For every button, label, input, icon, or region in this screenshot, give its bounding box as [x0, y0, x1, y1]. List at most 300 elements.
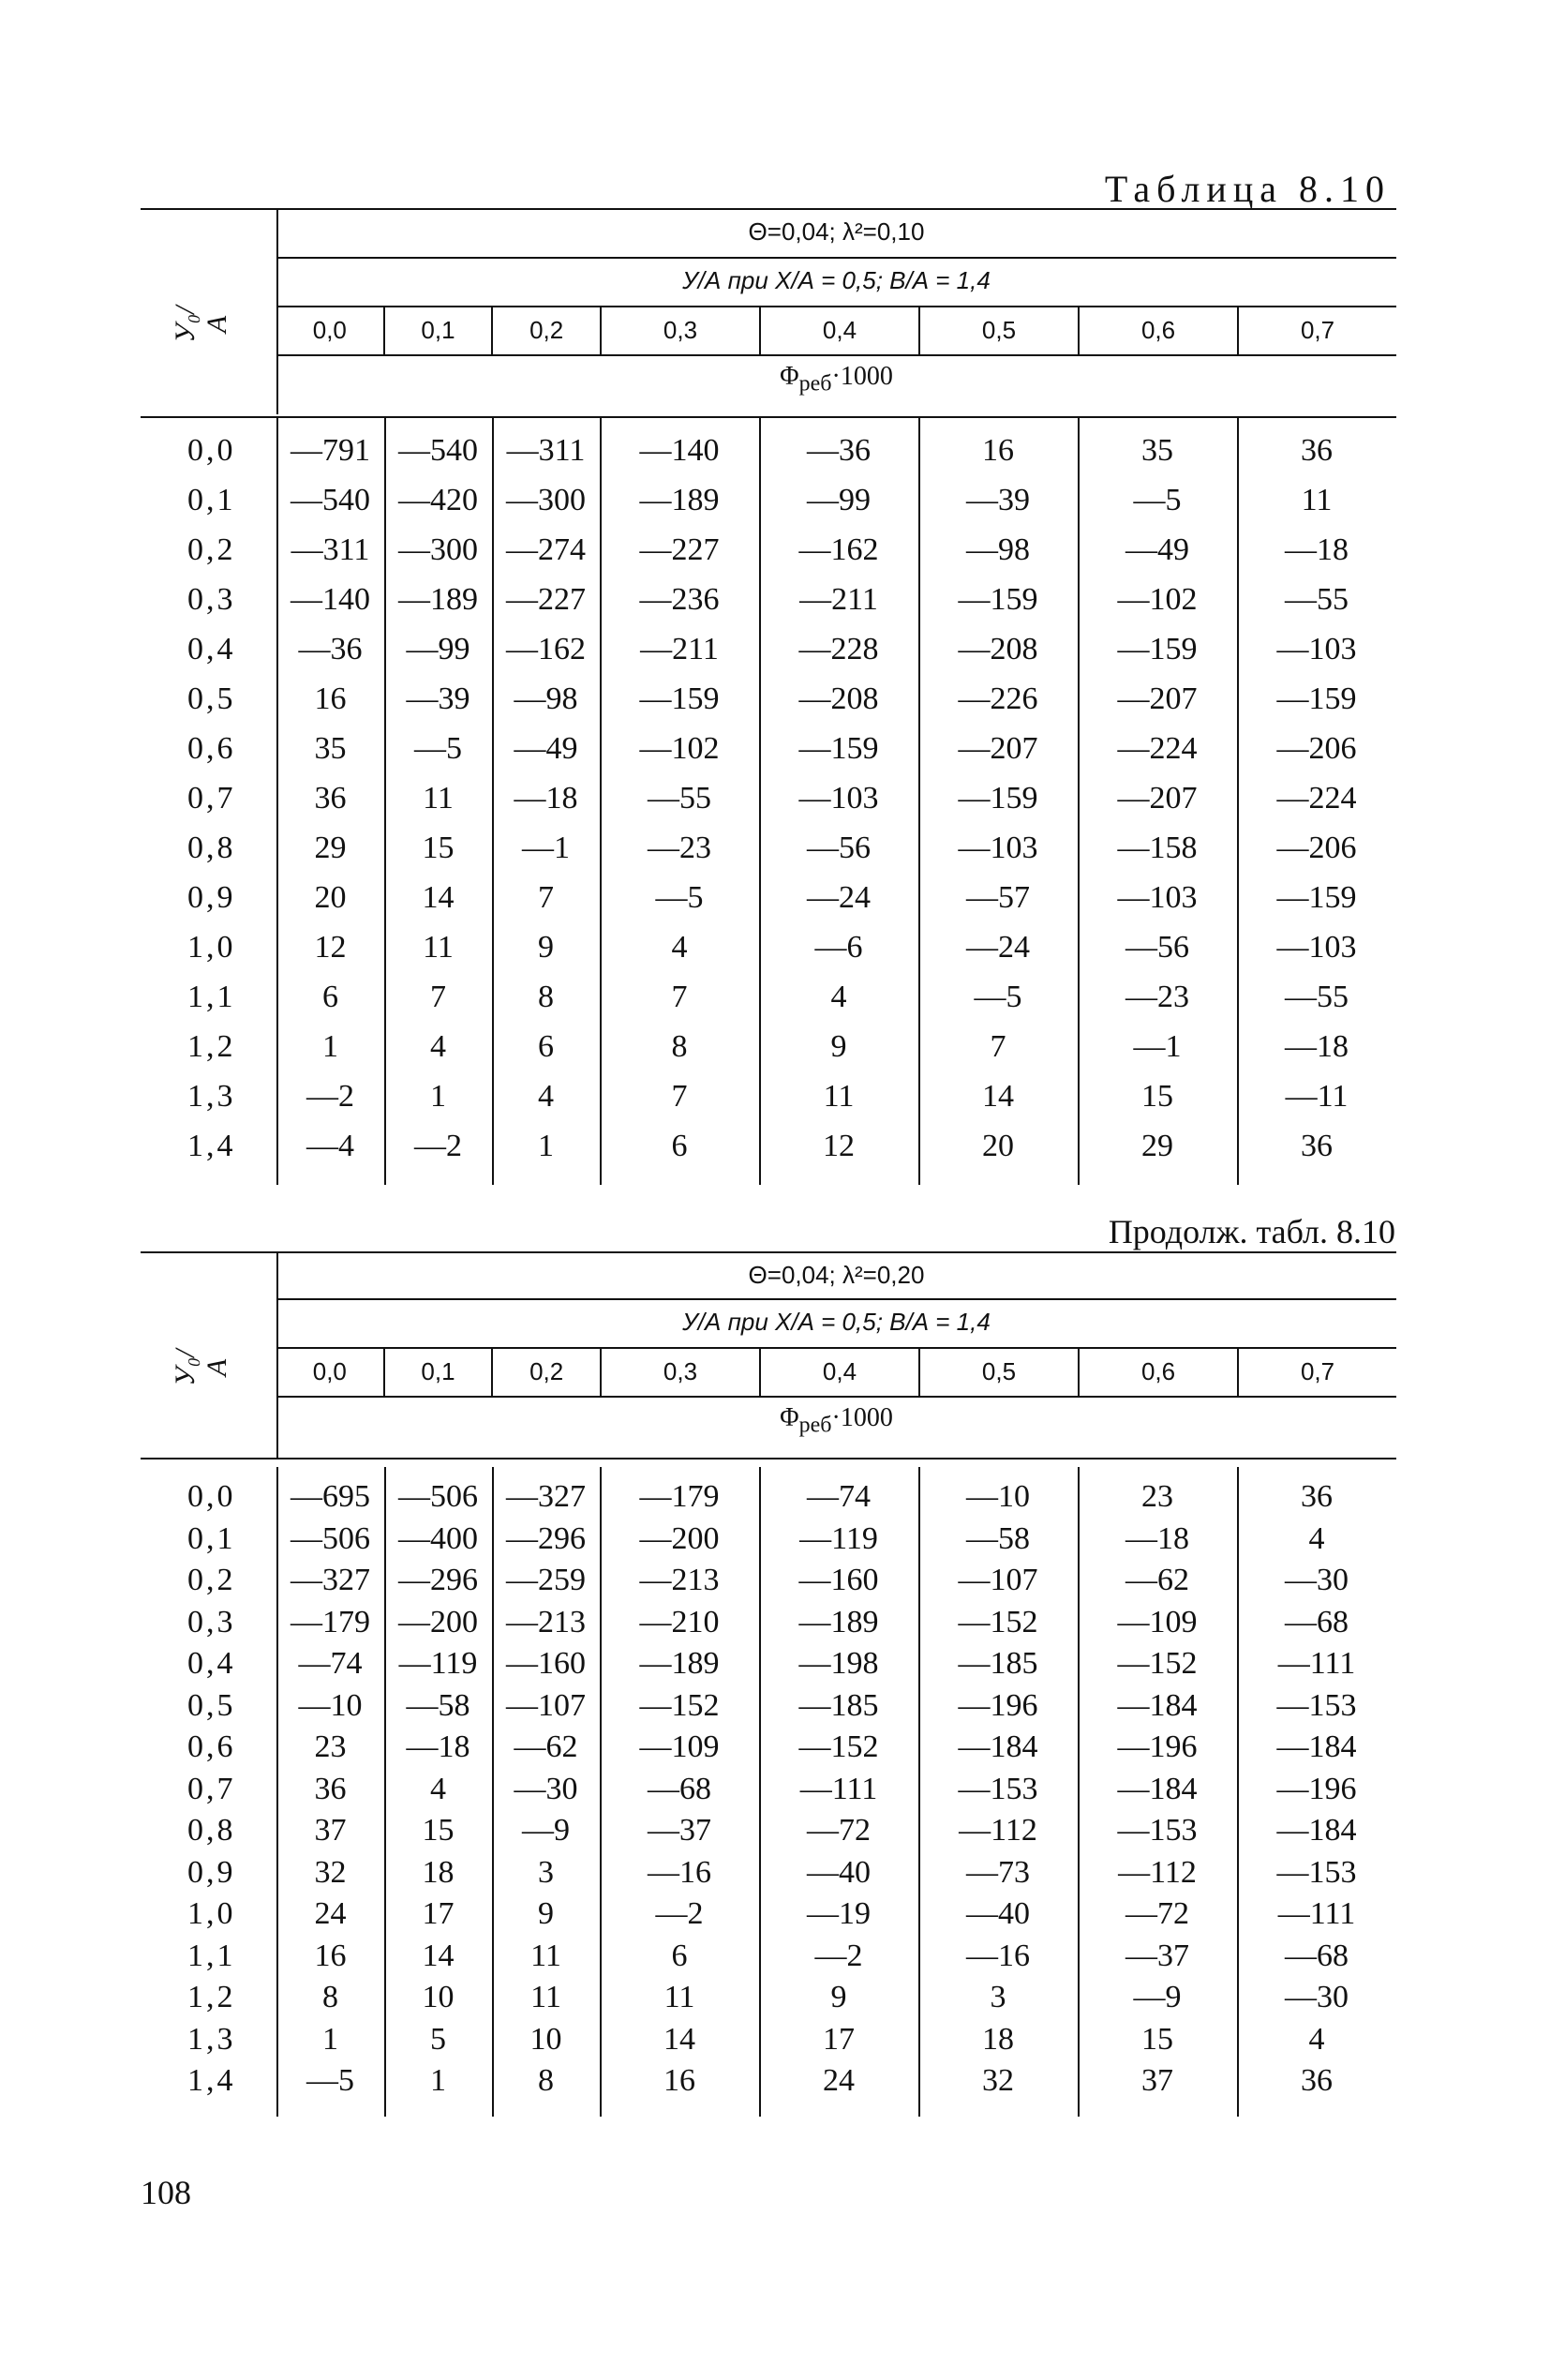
table-cell: 14 [663, 2021, 695, 2057]
table-cell: 1 [430, 1078, 446, 1114]
row-y0-value: 0,7 [187, 780, 236, 816]
table-cell: 10 [422, 1980, 455, 2015]
row-y0-value: 0,0 [187, 432, 236, 468]
table-cell: —30 [1285, 1980, 1349, 2015]
table-cell: —5 [974, 979, 1022, 1014]
column-header: 0,2 [491, 306, 600, 354]
row-y0-value: 0,7 [187, 1771, 236, 1806]
row-y0-value: 0,1 [187, 482, 236, 517]
table-row [141, 1810, 1396, 1852]
table-cell: —311 [506, 432, 586, 468]
column-header: 0,0 [312, 316, 347, 344]
table-row [141, 1727, 1396, 1769]
table-cell: —213 [506, 1604, 586, 1639]
table-cell: 36 [1301, 1479, 1333, 1515]
table-cell: —224 [1276, 780, 1357, 816]
table-cell: 23 [314, 1729, 347, 1765]
table-cell: —296 [506, 1520, 586, 1556]
table-cell: 1 [322, 2021, 338, 2057]
table-cell: —74 [298, 1646, 363, 1682]
table-row [141, 1685, 1396, 1728]
table-cell: —19 [807, 1896, 871, 1932]
table-cell: —184 [1276, 1813, 1357, 1849]
table-cell: —200 [639, 1520, 720, 1556]
row-y0-value: 0,0 [187, 1479, 236, 1515]
table-cell: —506 [398, 1479, 478, 1515]
table-cell: —39 [966, 482, 1030, 517]
table-row [141, 2060, 1396, 2103]
column-rule [1078, 416, 1080, 1185]
table-cell: —208 [798, 681, 879, 716]
table-cell: 8 [671, 1028, 688, 1064]
table-cell: 16 [982, 432, 1014, 468]
table-cell: 3 [538, 1854, 554, 1890]
column-header-row [276, 306, 1396, 354]
table-cell: —107 [958, 1563, 1038, 1598]
table-cell: —420 [398, 482, 478, 517]
table-cell: —58 [406, 1687, 470, 1723]
xa-caption: У/А при X/А = 0,5; B/А = 1,4 [682, 266, 991, 294]
table-cell: —198 [798, 1646, 879, 1682]
table-cell: 7 [990, 1028, 1006, 1064]
table-cell: —109 [639, 1729, 720, 1765]
table-cell: —1 [522, 830, 570, 865]
table-cell: 7 [671, 1078, 688, 1114]
row-y0-value: 0,4 [187, 1646, 236, 1682]
table-cell: —74 [807, 1479, 871, 1515]
table-cell: —213 [639, 1563, 720, 1598]
table-cell: —140 [291, 581, 370, 617]
table-cell: —153 [1276, 1854, 1357, 1890]
table-row [141, 873, 1396, 922]
table-cell: —103 [1117, 879, 1198, 915]
table-cell: —56 [807, 830, 871, 865]
table-cell: —296 [398, 1563, 478, 1598]
header-bottom-rule [141, 416, 1396, 418]
table-cell: —4 [306, 1128, 354, 1163]
table-cell: —2 [814, 1938, 863, 1973]
table-cell: —259 [506, 1563, 586, 1598]
column-header: 0,0 [312, 1357, 347, 1385]
table-cell: 15 [422, 1813, 455, 1849]
table-cell: 14 [422, 1938, 455, 1973]
table-cell: 16 [663, 2063, 695, 2099]
table-cell: —311 [291, 531, 370, 567]
table-cell: 11 [823, 1078, 855, 1114]
column-header: 0,6 [1078, 1347, 1237, 1396]
table-cell: —274 [506, 531, 586, 567]
table-cell: —400 [398, 1520, 478, 1556]
row-y0-value: 0,1 [187, 1520, 236, 1556]
table-cell: 4 [671, 929, 688, 965]
row-y0-value: 0,8 [187, 1813, 236, 1849]
table-cell: 9 [538, 1896, 554, 1932]
table-cell: 36 [1301, 2063, 1333, 2099]
table-cell: 6 [671, 1128, 688, 1163]
table-cell: —158 [1117, 830, 1198, 865]
table-cell: —2 [306, 1078, 354, 1114]
table-cell: —102 [639, 730, 720, 766]
table-top-rule [141, 1251, 1396, 1253]
column-rule [1078, 1467, 1080, 2117]
table-cell: 15 [422, 830, 455, 865]
table-cell: —112 [1118, 1854, 1197, 1890]
table-cell: —18 [406, 1729, 470, 1765]
table-cell: —695 [291, 1479, 370, 1515]
table-cell: —2 [414, 1128, 462, 1163]
table-top-rule [141, 208, 1396, 210]
table-cell: 11 [1301, 482, 1333, 517]
column-header: 0,5 [918, 1347, 1078, 1396]
table-cell: —791 [291, 432, 370, 468]
table-row [141, 1894, 1396, 1936]
table-cell: 8 [322, 1980, 338, 2015]
table-cell: —5 [655, 879, 704, 915]
table-row [141, 1977, 1396, 2019]
table-cell: —179 [639, 1479, 720, 1515]
table-cell: 29 [314, 830, 347, 865]
column-header: 0,7 [1237, 1347, 1396, 1396]
table-row [141, 1602, 1396, 1644]
table-row [141, 674, 1396, 724]
table-cell: —159 [639, 681, 720, 716]
table-cell: —1 [1133, 1028, 1182, 1064]
table-cell: —119 [398, 1646, 478, 1682]
table-cell: —189 [798, 1604, 879, 1639]
table-body [141, 1476, 1396, 2103]
header-bottom-rule [141, 1458, 1396, 1459]
table-cell: 24 [823, 2063, 855, 2099]
column-rule [1237, 416, 1239, 1185]
table-cell: 15 [1141, 1078, 1173, 1114]
row-y0-value: 1,1 [187, 979, 236, 1014]
row-y0-value: 1,4 [187, 1128, 236, 1163]
row-y0-value: 0,9 [187, 1854, 236, 1890]
table-cell: 4 [1308, 1520, 1325, 1556]
table-cell: 35 [1141, 432, 1173, 468]
table-cell: —58 [966, 1520, 1030, 1556]
table-row [141, 575, 1396, 624]
column-header: 0,3 [600, 1347, 759, 1396]
table-cell: —228 [798, 631, 879, 666]
table-row [141, 823, 1396, 873]
row-y0-value: 0,4 [187, 631, 236, 666]
table-cell: —196 [958, 1687, 1038, 1723]
table-cell: 29 [1141, 1128, 1173, 1163]
table-cell: —9 [1133, 1980, 1182, 2015]
table-cell: —184 [958, 1729, 1038, 1765]
table-cell: 9 [830, 1980, 847, 2015]
table-cell: —107 [506, 1687, 586, 1723]
column-rule [600, 1467, 602, 2117]
table-cell: 7 [538, 879, 554, 915]
table-row [141, 972, 1396, 1022]
row-y0-value: 0,8 [187, 830, 236, 865]
table-cell: 11 [663, 1980, 695, 2015]
table-row [141, 1852, 1396, 1894]
table-row [141, 1519, 1396, 1561]
table-cell: —10 [966, 1479, 1030, 1515]
y0-axis-header: У₀/А [170, 306, 232, 343]
table-cell: —162 [506, 631, 586, 666]
table-cell: 14 [422, 879, 455, 915]
table-row [141, 1071, 1396, 1121]
table-cell: —152 [639, 1687, 720, 1723]
table-cell: —98 [514, 681, 578, 716]
table-cell: 11 [530, 1938, 561, 1973]
table-cell: —102 [1117, 581, 1198, 617]
row-y0-value: 0,5 [187, 1687, 236, 1723]
table-params: Θ=0,04; λ²=0,10 [748, 217, 925, 246]
table-cell: —153 [1276, 1687, 1357, 1723]
table-row [141, 1476, 1396, 1519]
column-rule [492, 416, 494, 1185]
table-cell: —227 [506, 581, 586, 617]
table-body [141, 426, 1396, 1171]
table-cell: —207 [1117, 681, 1198, 716]
table-cell: —208 [958, 631, 1038, 666]
table-cell: 23 [1141, 1479, 1173, 1515]
table-cell: 6 [538, 1028, 554, 1064]
column-header: 0,3 [600, 306, 759, 354]
table-cell: —37 [648, 1813, 711, 1849]
table-cell: —226 [958, 681, 1038, 716]
table-cell: —103 [1276, 631, 1357, 666]
row-y0-value: 1,0 [187, 1896, 236, 1932]
table-cell: —18 [1285, 1028, 1349, 1064]
table-cell: —2 [655, 1896, 704, 1932]
row-y0-value: 0,3 [187, 581, 236, 617]
table-cell: —49 [1125, 531, 1189, 567]
table-row [141, 2019, 1396, 2061]
table-cell: —62 [1125, 1563, 1189, 1598]
table-cell: —16 [648, 1854, 711, 1890]
column-header-row [276, 1347, 1396, 1396]
table-cell: —152 [798, 1729, 879, 1765]
table-cell: —18 [1285, 531, 1349, 567]
table-row [141, 1643, 1396, 1685]
table-row [141, 1769, 1396, 1811]
table-cell: 7 [671, 979, 688, 1014]
page-number: 108 [141, 2174, 191, 2211]
table-cell: —30 [514, 1771, 578, 1806]
table-cell: —36 [807, 432, 871, 468]
table-cell: 6 [322, 979, 338, 1014]
table-row [141, 475, 1396, 525]
table-cell: 1 [322, 1028, 338, 1064]
table-cell: —184 [1117, 1687, 1198, 1723]
table-row [141, 624, 1396, 674]
row-y0-value: 1,0 [187, 929, 236, 965]
table-cell: —159 [1276, 879, 1357, 915]
table-cell: —189 [639, 482, 720, 517]
table-cell: —18 [514, 780, 578, 816]
table-cell: —55 [1285, 979, 1349, 1014]
table-cell: —112 [959, 1813, 1037, 1849]
table-cell: —68 [648, 1771, 711, 1806]
table-cell: —111 [1277, 1646, 1356, 1682]
table-cell: 14 [982, 1078, 1014, 1114]
table-cell: —159 [798, 730, 879, 766]
table-cell: 32 [314, 1854, 347, 1890]
row-y0-value: 0,6 [187, 730, 236, 766]
table-cell: 8 [538, 2063, 554, 2099]
table-cell: —179 [291, 1604, 370, 1639]
table-cell: —62 [514, 1729, 578, 1765]
table-cell: —506 [291, 1520, 370, 1556]
table-cell: —185 [958, 1646, 1038, 1682]
table-cell: —184 [1276, 1729, 1357, 1765]
row-y0-value: 0,9 [187, 879, 236, 915]
table-cell: 11 [423, 780, 454, 816]
xa-caption: У/А при X/А = 0,5; B/А = 1,4 [682, 1308, 991, 1336]
table-cell: —300 [506, 482, 586, 517]
table-cell: —160 [506, 1646, 586, 1682]
table-cell: 15 [1141, 2021, 1173, 2057]
table-cell: —103 [798, 780, 879, 816]
column-rule [1237, 1467, 1239, 2117]
table-cell: —5 [306, 2063, 354, 2099]
table-cell: —206 [1276, 730, 1357, 766]
table-cell: 20 [982, 1128, 1014, 1163]
table-cell: —210 [639, 1604, 720, 1639]
table-cell: 1 [538, 1128, 554, 1163]
table-cell: —103 [958, 830, 1038, 865]
table-cell: —227 [639, 531, 720, 567]
table-cell: —211 [799, 581, 878, 617]
table-row [141, 724, 1396, 773]
column-rule [384, 416, 386, 1185]
row-y0-value: 0,6 [187, 1729, 236, 1765]
column-rule [276, 1467, 278, 2117]
table-cell: —206 [1276, 830, 1357, 865]
column-header: 0,2 [491, 1347, 600, 1396]
table-cell: —196 [1117, 1729, 1198, 1765]
table-cell: —111 [799, 1771, 878, 1806]
table-cell: —140 [639, 432, 720, 468]
table-cell: —196 [1276, 1771, 1357, 1806]
table-cell: —68 [1285, 1604, 1349, 1639]
table-cell: —152 [1117, 1646, 1198, 1682]
y0-axis-header: У₀/А [170, 1349, 232, 1386]
table-cell: —160 [798, 1563, 879, 1598]
table-cell: —49 [514, 730, 578, 766]
table-row [141, 426, 1396, 475]
column-rule [918, 1467, 920, 2117]
column-rule [276, 416, 278, 1185]
column-rule [384, 1467, 386, 2117]
table-cell: 18 [982, 2021, 1014, 2057]
row-y0-value: 0,2 [187, 1563, 236, 1598]
table-cell: —68 [1285, 1938, 1349, 1973]
table-cell: —152 [958, 1604, 1038, 1639]
table-cell: 7 [430, 979, 446, 1014]
table-cell: 36 [314, 1771, 347, 1806]
table-cell: —5 [414, 730, 462, 766]
column-header: 0,1 [383, 306, 492, 354]
table-cell: 9 [538, 929, 554, 965]
table-cell: 36 [314, 780, 347, 816]
table-cell: —162 [798, 531, 879, 567]
table-cell: —540 [398, 432, 478, 468]
table-cell: —72 [807, 1813, 871, 1849]
table-params: Θ=0,04; λ²=0,20 [748, 1261, 925, 1289]
table-caption: Таблица 8.10 [1104, 168, 1391, 210]
table-cell: 4 [430, 1771, 446, 1806]
table-row [141, 773, 1396, 823]
table-cell: 18 [422, 1854, 455, 1890]
table-cell: 3 [990, 1980, 1006, 2015]
table-cell: —207 [1117, 780, 1198, 816]
row-y0-value: 0,3 [187, 1604, 236, 1639]
table-cell: —73 [966, 1854, 1030, 1890]
table-cell: 10 [529, 2021, 562, 2057]
table-cell: —119 [799, 1520, 878, 1556]
table-cell: —224 [1117, 730, 1198, 766]
table-cell: —153 [958, 1771, 1038, 1806]
table-cell: —40 [807, 1854, 871, 1890]
table-cell: —57 [966, 879, 1030, 915]
column-header: 0,1 [383, 1347, 492, 1396]
table-cell: 37 [314, 1813, 347, 1849]
column-rule [492, 1467, 494, 2117]
table-cell: 35 [314, 730, 347, 766]
row-y0-value: 1,1 [187, 1938, 236, 1973]
table-row [141, 922, 1396, 972]
table-cell: —5 [1133, 482, 1182, 517]
row-y0-value: 0,5 [187, 681, 236, 716]
table-cell: 6 [671, 1938, 688, 1973]
row-y0-value: 1,4 [187, 2063, 236, 2099]
row-y0-value: 1,2 [187, 1028, 236, 1064]
table-cell: —55 [648, 780, 711, 816]
table-row [141, 1560, 1396, 1602]
table-cell: —24 [966, 929, 1030, 965]
table-cell: —30 [1285, 1563, 1349, 1598]
table-cell: 1 [430, 2063, 446, 2099]
table-cell: —23 [1125, 979, 1189, 1014]
row-y0-value: 1,2 [187, 1980, 236, 2015]
table-cell: 11 [530, 1980, 561, 2015]
table-row [141, 1022, 1396, 1071]
table-cell: —111 [1277, 1896, 1356, 1932]
table-cell: —99 [406, 631, 470, 666]
table-cell: 16 [314, 1938, 347, 1973]
table-cell: —56 [1125, 929, 1189, 965]
table-cell: 4 [1308, 2021, 1325, 2057]
table-cell: —185 [798, 1687, 879, 1723]
table-cell: —159 [1276, 681, 1357, 716]
row-y0-value: 1,3 [187, 2021, 236, 2057]
table-cell: 36 [1301, 1128, 1333, 1163]
column-rule [759, 1467, 761, 2117]
table-cell: 4 [830, 979, 847, 1014]
table-cell: 4 [430, 1028, 446, 1064]
column-header: 0,4 [759, 306, 918, 354]
table-cell: —18 [1125, 1520, 1189, 1556]
table-cell: —103 [1276, 929, 1357, 965]
table-cell: —153 [1117, 1813, 1198, 1849]
table-cell: —10 [298, 1687, 363, 1723]
table-cell: —189 [639, 1646, 720, 1682]
table-cell: —540 [291, 482, 370, 517]
table-cell: —39 [406, 681, 470, 716]
phi-label: $\Phi_{реб}\cdot 1000$ [780, 1403, 893, 1438]
table-cell: 24 [314, 1896, 347, 1932]
table-cell: —11 [1285, 1078, 1349, 1114]
table-cell: —72 [1125, 1896, 1189, 1932]
continuation-caption: Продолж. табл. 8.10 [1108, 1213, 1395, 1250]
